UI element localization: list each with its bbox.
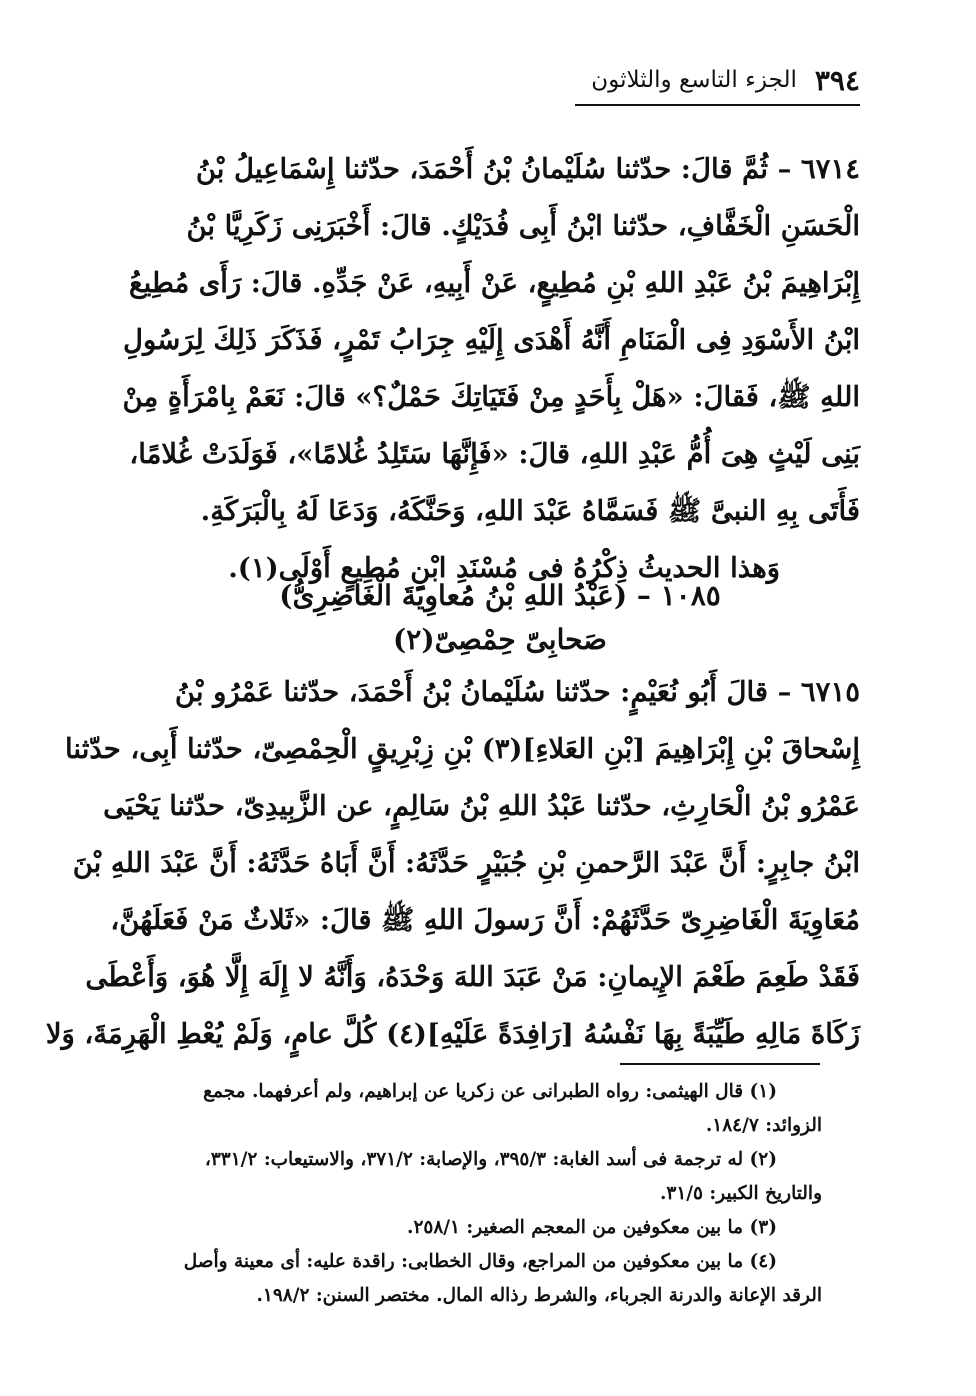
text-line: عَمْرُو بْنُ الْحَارِثِ، حدّثنا عَبْدُ اللهِ بْنُ سَالِمٍ، عن الزَّبِيدِىّ، حدّثنا يَحْيَى xyxy=(103,790,860,822)
text-line: مُعَاوِيَةَ الْغَاضِرِىّ حَدَّثَهُمْ: أَنَّ رَسولَ اللهِ ﷺ قالَ: «ثَلاثٌ مَنْ فَعَلَهُنَّ، xyxy=(110,904,860,936)
hadith-6715 xyxy=(45,664,860,1063)
text-line: وَهذا الحديثُ ذِكْرُهُ فى مُسْنَدِ ابْنِ مُطِيعٍ أَوْلَى(١). xyxy=(228,552,780,584)
footnote-line: (٣) ما بين معكوفين من المعجم الصغير: ٢٥٨/١. xyxy=(407,1217,777,1238)
text-line: بَنِى لَيْثٍ هِىَ أُمُّ عَبْدِ اللهِ، قالَ: «فَإِنَّهَا سَتَلِدُ غُلامًا»، فَوَلَدَتْ غُلامًا، xyxy=(129,438,860,470)
footnote-line: الرقد الإعانة والدرنة الجرباء، والشرط رذاله المال. مختصر السنن: ١٩٨/٢. xyxy=(256,1285,822,1306)
header-rule xyxy=(575,104,860,106)
hadith-6714 xyxy=(122,141,860,597)
footnote-line: الزوائد: ١٨٤/٧. xyxy=(705,1115,822,1136)
text-line: فَقَدْ طَعِمَ طَعْمَ الإِيمانِ: مَنْ عَبَدَ اللهَ وَحْدَهُ، وَأَنَّهُ لا إِلَهَ إِلَّا هُوَ، وَأَعْطَى xyxy=(85,961,860,993)
text-line: ٦٧١٥ – قالَ أَبُو نُعَيْمٍ: حدّثنا سُلَيْمانُ بْنُ أَحْمَدَ، حدّثنا عَمْرُو بْنُ xyxy=(174,676,860,708)
running-title: الجزء التاسع والثلاثون xyxy=(591,67,797,93)
text-line: الْحَسَنِ الْخَفَّافِ، حدّثنا ابْنُ أَبِى فُدَيْكٍ. قالَ: أَخْبَرَنِى زَكَرِيَّا بْنُ xyxy=(186,210,860,242)
text-line: إِبْرَاهِيمَ بْنُ عَبْدِ اللهِ بْنِ مُطِيعٍ، عَنْ أَبِيهِ، عَنْ جَدِّهِ. قالَ: رَأَى مُطِيعُ xyxy=(128,267,860,299)
footnote-line: (٤) ما بين معكوفين من المراجع، وقال الخطابى: راقدة عليه: أى معينة وأصل xyxy=(183,1251,777,1272)
footnotes xyxy=(132,1075,822,1313)
footnote-rule xyxy=(620,1063,820,1065)
text-line: فَأَتَى بِهِ النبىَّ ﷺ فَسَمَّاهُ عَبْدَ اللهِ، وَحَنَّكَهُ، وَدَعَا لَهُ بِالْبَرَكَةِ. xyxy=(200,495,860,527)
page-number: ٣٩٤ xyxy=(814,63,860,97)
page-header xyxy=(580,55,860,105)
text-line: اللهِ ﷺ، فَقالَ: «هَلْ بِأَحَدٍ مِنْ فَتَيَاتِكَ حَمْلٌ؟» قالَ: نَعَمْ بِامْرَأَةٍ مِنْ xyxy=(122,381,860,413)
footnote-line: والتاريخ الكبير: ٣١/٥. xyxy=(659,1183,822,1204)
text-line: ٦٧١٤ – ثُمَّ قالَ: حدّثنا سُلَيْمانُ بْنُ أَحْمَدَ، حدّثنا إِسْمَاعِيلُ بْنُ xyxy=(195,153,860,185)
section-subheading: صَحابِىّ حِمْصِىّ(٢) xyxy=(393,623,607,656)
text-line: ابْنُ الأَسْوَدِ فِى الْمَنَامِ أَنَّهُ أَهْدَى إِلَيْهِ جِرَابُ تَمْرٍ، فَذَكَرَ ذَلِكَ لِرَسُولِ xyxy=(123,324,860,356)
text-line: ابْنُ جابِرٍ: أَنَّ عَبْدَ الرَّحمنِ بْنِ جُبَيْرٍ حَدَّثَهُ: أَنَّ أَبَاهُ حَدَّثَهُ: أَنَّ عَبْدَ اللهِ بْنَ xyxy=(72,847,860,879)
text-line: إِسْحاقَ بْنِ إِبْرَاهِيمَ [بْنِ العَلاءِ](٣) بْنِ زِبْرِيقٍ الْحِمْصِىّ، حدّثنا أَبِى، حدّثنا xyxy=(65,733,860,765)
footnote-line: (١) قال الهيثمى: رواه الطبرانى عن زكريا عن إبراهيم، ولم أعرفهما. مجمع xyxy=(203,1081,777,1102)
text-line: زَكَاةَ مَالِهِ طَيِّبَةً بِهَا نَفْسُهُ [رَافِدَةً عَلَيْهِ](٤) كُلَّ عامٍ، وَلَمْ يُعْطِ الْهَرِمَةَ، وَلا xyxy=(45,1018,860,1050)
section-heading: ١٠٨٥ – (عَبْدُ اللهِ بْنُ مُعاوِيَةَ الْغَاضِرِىُّ) xyxy=(279,579,721,612)
footnote-line: (٢) له ترجمة فى أسد الغابة: ٣٩٥/٣، والإصابة: ٣٧١/٢، والاستيعاب: ٣٣١/٢، xyxy=(204,1149,777,1170)
